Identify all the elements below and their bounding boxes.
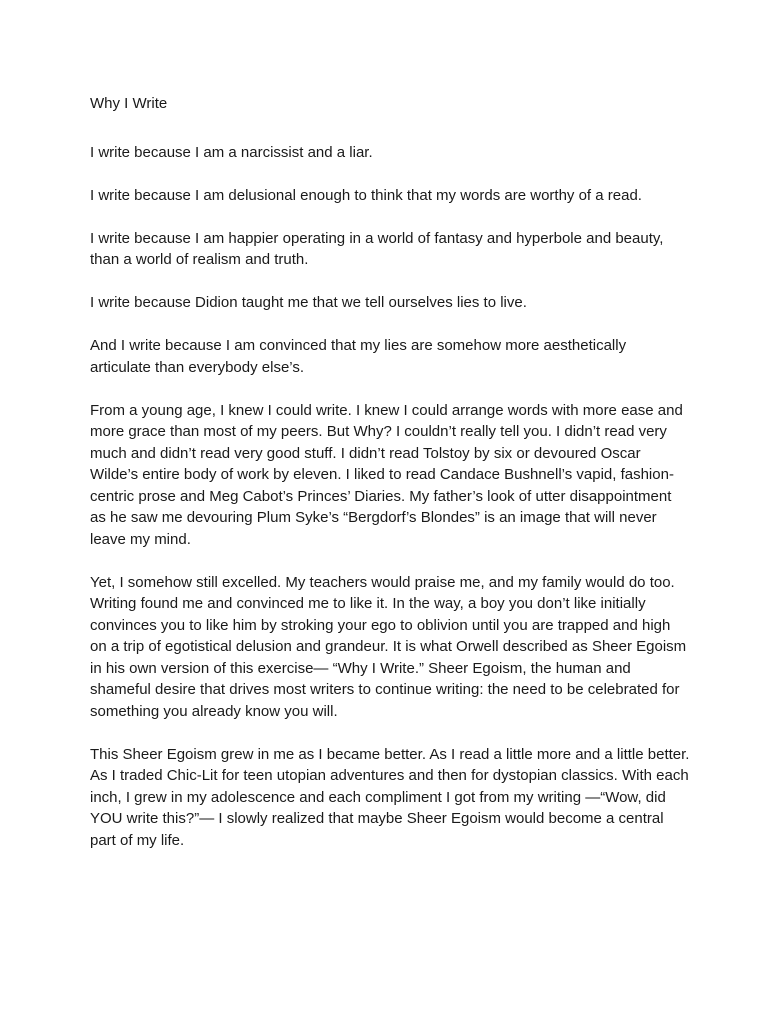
paragraph-2: I write because I am delusional enough to think that my words are worthy of a read.	[90, 186, 642, 204]
paragraph-8: This Sheer Egoism grew in me as I became better. As I read a little more and a little better. As I traded Chic-Lit for teen utopian adventures and then for dystopian classics. With each inch, I grew in my adolescence and each compliment I got from my writing —“Wow, did YOU write this?”— I slowly realized that maybe Sheer Egoism would become a central part of my life.	[90, 745, 690, 849]
paragraph-1: I write because I am a narcissist and a liar.	[90, 143, 373, 161]
paragraph-3: I write because I am happier operating in a world of fantasy and hyperbole and beauty, than a world of realism and truth.	[90, 229, 664, 268]
document-title: Why I Write	[90, 95, 168, 112]
paragraph-6: From a young age, I knew I could write. I knew I could arrange words with more ease and more grace than most of my peers. But Why? I couldn’t really tell you. I didn’t read very much and didn’t read very good stuff. I didn’t read Tolstoy by six or devoured Oscar Wilde’s entire body of work by eleven. I liked to read Candace Bushnell’s vapid, fashion-centric prose and Meg Cabot’s Princes’ Diaries. My father’s look of utter disappointment as he saw me devouring Plum Syke’s “Bergdorf’s Blondes” is an image that will never leave my mind.	[90, 401, 683, 548]
paragraph-5: And I write because I am convinced that my lies are somehow more aesthetically articulate than everybody else’s.	[90, 337, 627, 376]
paragraph-7: Yet, I somehow still excelled. My teachers would praise me, and my family would do too. Writing found me and convinced me to like it. In the way, a boy you don’t like initially convinces you to like him by stroking your ego to oblivion until you are trapped and high on a trip of egotistical delusion and grandeur. It is what Orwell described as Sheer Egoism in his own version of this exercise— “Why I Write.” Sheer Egoism, the human and shameful desire that drives most writers to continue writing: the need to be celebrated for something you already know you will.	[90, 573, 687, 720]
paragraph-4: I write because Didion taught me that we tell ourselves lies to live.	[90, 294, 527, 311]
document-page	[90, 93, 690, 873]
